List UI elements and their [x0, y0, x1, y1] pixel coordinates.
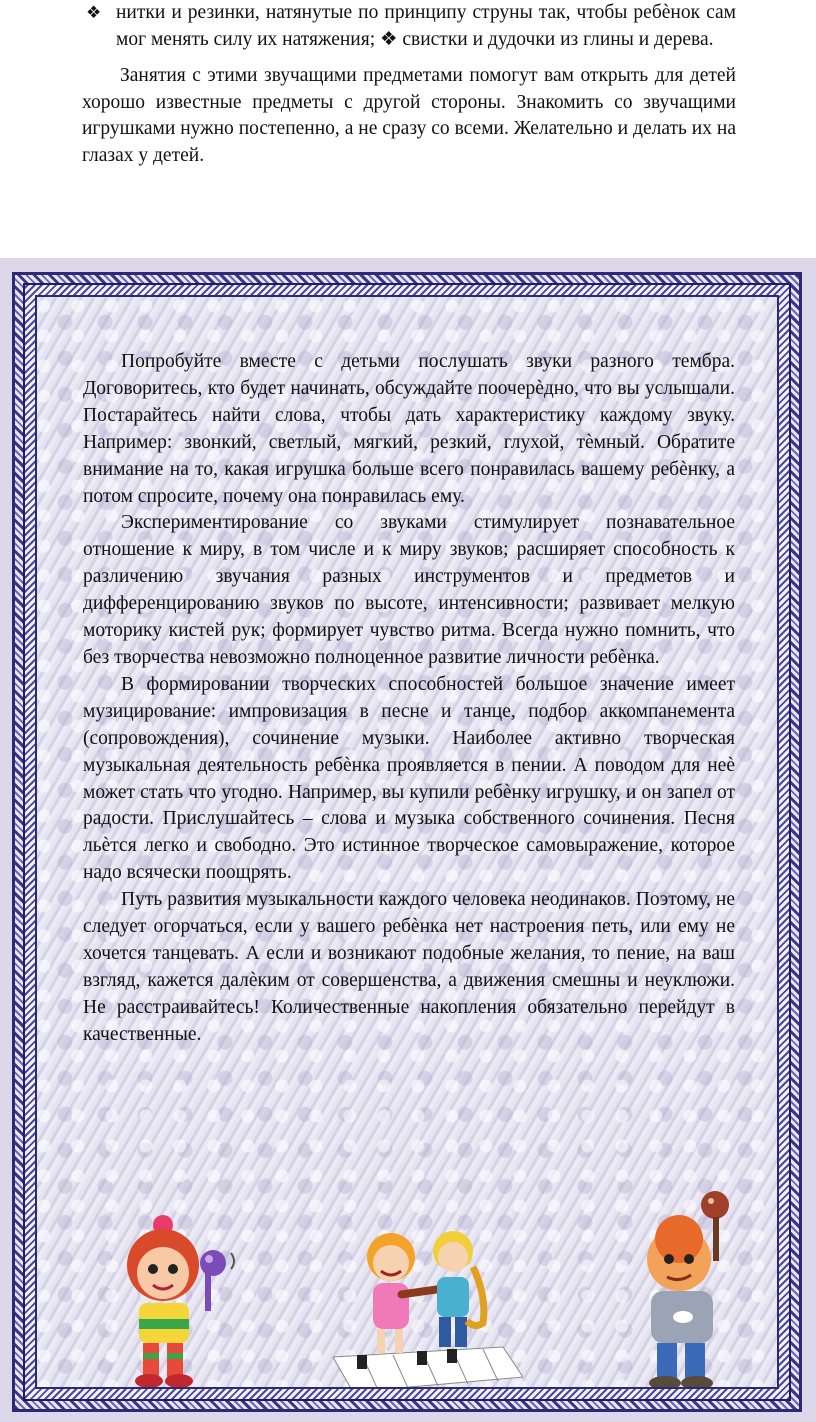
- framed-paragraph: Экспериментирование со звуками стимулирует познавательное отношение к миру, в том числе и к миру звуков; расширяет способность к различению звучания разных инструментов и предметов и дифференцированию звуков по высоте, интенсивности; развивает мелкую моторику кистей рук; формирует чувство ритма. Всегда нужно помнить, что без творчества невозможно полноценное развитие личности ребѐнка.: [83, 512, 735, 668]
- framed-paragraph: В формировании творческих способностей большое значение имеет музицирование: импровизация в песне и танце, подбор аккомпанемента (сопровождения), сочинение музыки. Наиболее активно творческая музыкальная деятельность ребѐнка проявляется в пении. А поводом для неѐ может стать что угодно. Например, вы купили ребѐнку игрушку, и он запел от радости. Прислушайтесь – слова и музыка собственного сочинения. Песня льѐтся легко и свободно. Это истинное творческое самовыражение, которое надо всячески поощрять.: [83, 673, 735, 884]
- framed-paragraph: Путь развития музыкальности каждого человека неодинаков. Поэтому, не следует огорчаться, если у вашего ребѐнка нет настроения петь, или ему не хочется танцевать. А если и возникают подобные желания, то пение, на ваш взгляд, кажется далѐким от совершенства, а движения смешны и неуклюжи. Не расстраивайтесь! Количественные накопления обязательно перейдут в качественные.: [83, 889, 735, 1045]
- children-musicians-illustration: [333, 1227, 523, 1389]
- girl-with-rattle-illustration: [97, 1207, 247, 1389]
- ornamental-border-inner: [23, 283, 791, 1401]
- ornamental-border: [12, 272, 802, 1412]
- decorative-frame-section: [0, 258, 816, 1422]
- framed-text-panel: [35, 295, 779, 1389]
- intro-paragraph: Занятия с этими звучащими предметами помогут вам открыть для детей хорошо известные предметы с другой стороны. Знакомить со звучащими игрушками нужно постепенно, а не сразу со всеми. Желательно и делать их на глазах у детей.: [82, 65, 736, 166]
- bullet-text: нитки и резинки, натянутые по принципу струны так, чтобы ребѐнок сам мог менять силу их натяжения; ❖ свистки и дудочки из глины и дерева.: [116, 2, 736, 50]
- bullet-list-item: [82, 0, 736, 53]
- framed-paragraph: Попробуйте вместе с детьми послушать звуки разного тембра. Договоритесь, кто будет начинать, обсуждайте поочерѐдно, что вы услышали. Постарайтесь найти слова, чтобы дать характеристику каждому звуку. Например: звонкий, светлый, мягкий, резкий, глухой, тѐмный. Обратите внимание на то, какая игрушка больше всего понравилась вашему ребѐнку, а потом спросите, почему она понравилась ему.: [83, 351, 735, 507]
- boy-with-maraca-illustration: [627, 1187, 757, 1389]
- diamond-bullet-icon: ❖: [86, 3, 102, 22]
- framed-text: [83, 349, 735, 1049]
- top-text-block: [82, 0, 736, 169]
